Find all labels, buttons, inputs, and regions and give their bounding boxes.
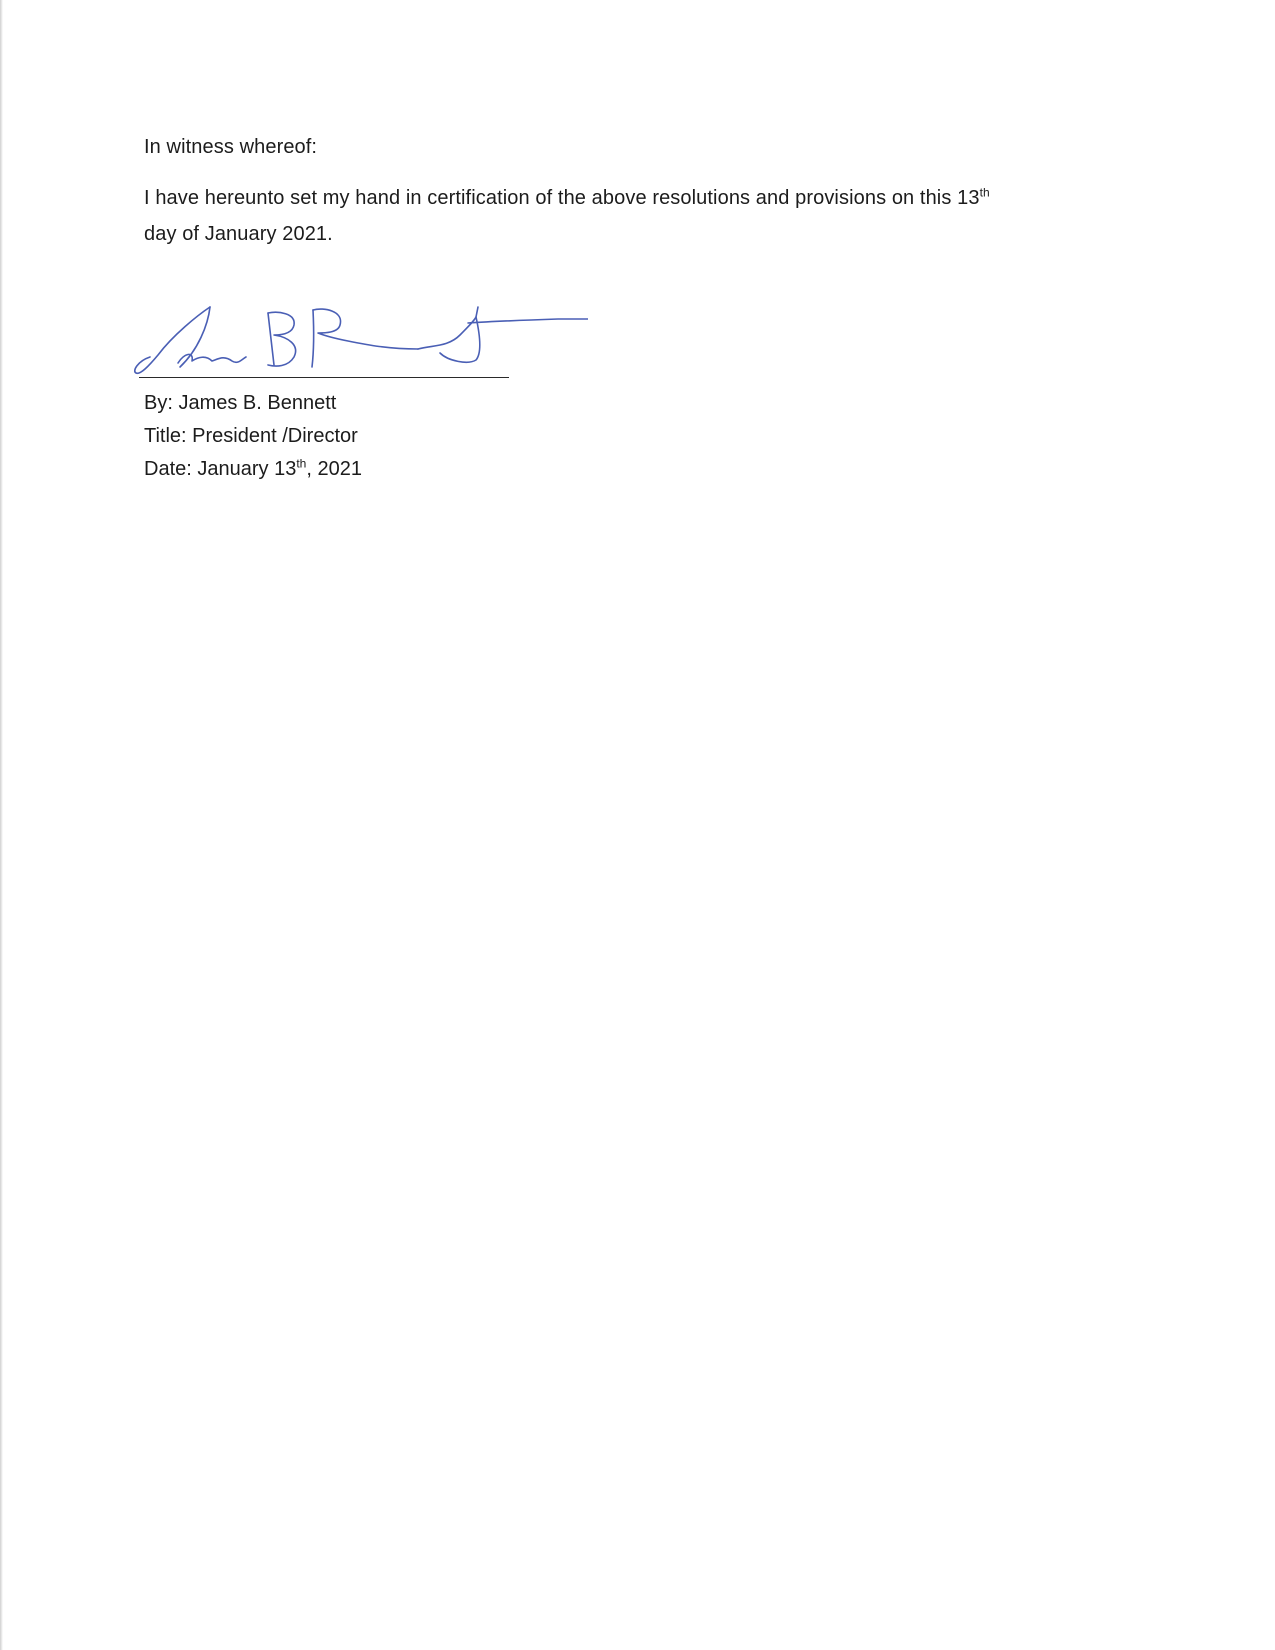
date-label: Date: — [144, 458, 192, 480]
by-label: By: — [144, 392, 173, 414]
date-text: January 13 — [197, 458, 297, 480]
signatory-date-line — [144, 453, 362, 486]
signatory-block — [144, 387, 362, 486]
signature-line — [139, 377, 509, 378]
title-label: Title: — [144, 425, 187, 447]
witness-heading: In witness whereof: — [144, 136, 318, 158]
certification-ordinal: th — [979, 185, 990, 200]
certification-paragraph — [144, 180, 1124, 252]
date-ordinal: th — [296, 456, 307, 471]
certification-text: I have hereunto set my hand in certification of the above resolutions and provisions on this 13 — [144, 187, 980, 209]
certification-text-end: day of January 2021. — [144, 223, 333, 245]
signatory-title-line — [144, 420, 362, 453]
handwritten-signature — [128, 305, 588, 380]
signatory-name-line — [144, 387, 362, 420]
signatory-name: James B. Bennett — [178, 392, 337, 414]
scan-edge — [0, 0, 3, 1650]
signatory-title: President /Director — [192, 425, 358, 447]
date-year: , 2021 — [306, 458, 362, 480]
